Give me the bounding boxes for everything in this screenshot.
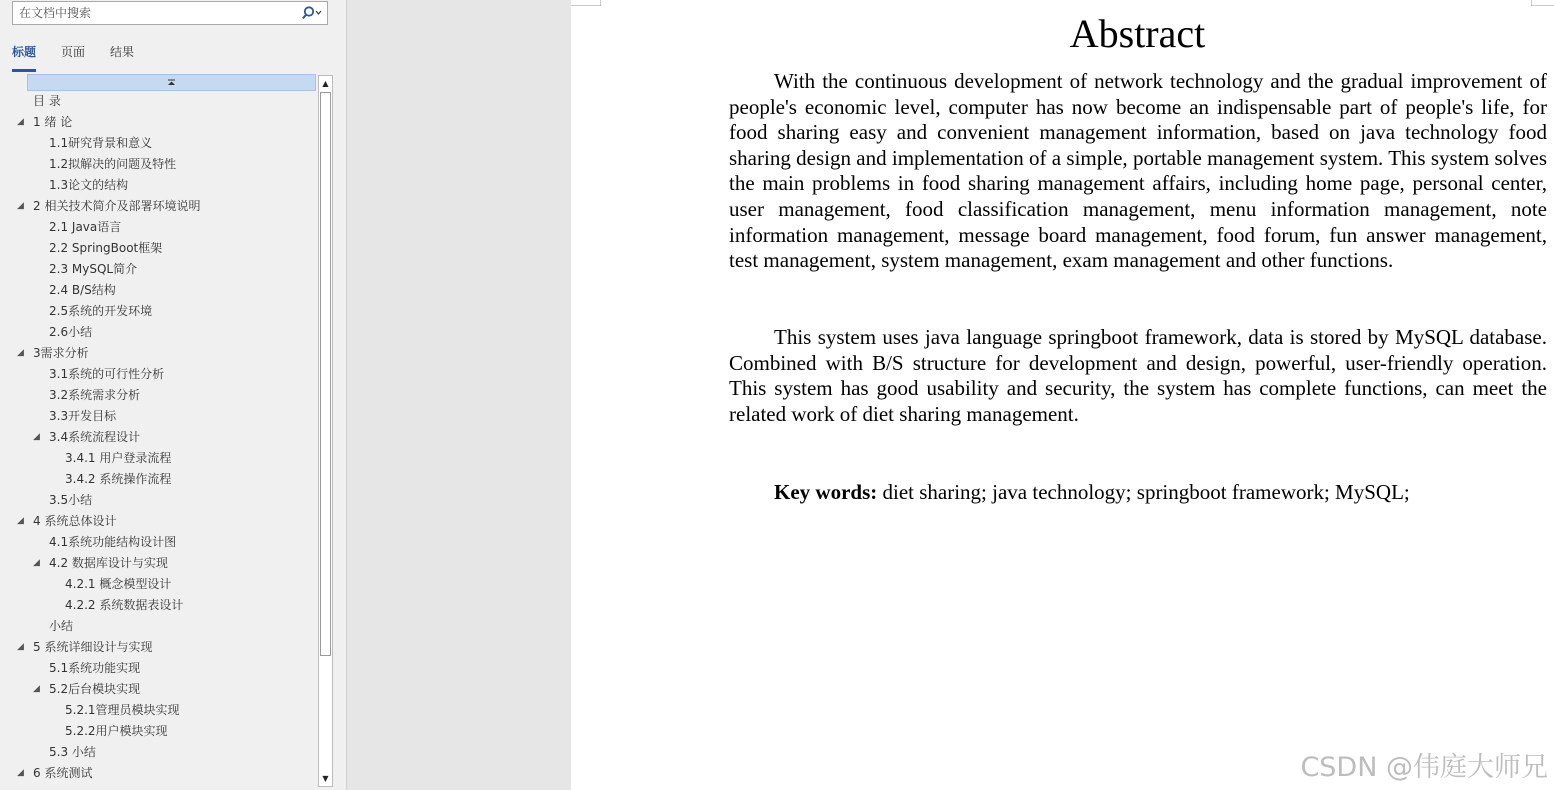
tree-item[interactable]: [0, 343, 316, 364]
tree-item[interactable]: [0, 175, 316, 196]
tree-item-label: 3.4系统流程设计: [49, 430, 141, 444]
expand-triangle-icon[interactable]: ◢: [33, 558, 40, 568]
tree-item[interactable]: [0, 658, 316, 679]
expand-triangle-icon[interactable]: ◢: [33, 432, 40, 442]
document-page[interactable]: [571, 0, 1554, 790]
expand-triangle-icon[interactable]: ◢: [17, 642, 24, 652]
chevron-down-icon: [316, 11, 321, 14]
tree-item-label: 1.2拟解决的问题及特性: [49, 157, 177, 171]
abstract-paragraph-1: With the continuous development of network technology and the gradual improvement of people's economic level, computer has now become an indispensable part of people's life, for food sharing easy and convenient management information, based on java technology food sharing design and implementation of a simple, portable management system. This system solves the main problems in food sharing management affairs, including home page, personal center, user management, food classification management, menu information management, note information management, message board management, food forum, fun answer management, test management, system management, exam management and other functions.: [729, 69, 1547, 273]
tree-item[interactable]: [0, 364, 316, 385]
expand-triangle-icon[interactable]: ◢: [17, 516, 24, 526]
tree-item[interactable]: [0, 469, 316, 490]
tree-item[interactable]: [0, 700, 316, 721]
scroll-down-icon: ▼: [322, 774, 329, 783]
tree-item[interactable]: [0, 448, 316, 469]
tree-item-label: 4.2 数据库设计与实现: [49, 556, 168, 570]
tree-item-label: 2.1 Java语言: [49, 220, 122, 234]
tree-item-label: 2.2 SpringBoot框架: [49, 241, 163, 255]
keywords-text: diet sharing; java technology; springboot framework; MySQL;: [877, 480, 1410, 504]
tree-item[interactable]: [0, 742, 316, 763]
expand-triangle-icon[interactable]: ◢: [17, 117, 24, 127]
tree-item-label: 目 录: [33, 94, 61, 108]
tree-item[interactable]: [0, 553, 316, 574]
tree-item-label: 3.5小结: [49, 493, 93, 507]
tree-item-label: 4.2.1 概念模型设计: [65, 577, 172, 591]
expand-triangle-icon[interactable]: ◢: [33, 684, 40, 694]
watermark: CSDN @伟庭大师兄: [1300, 752, 1548, 783]
tree-item[interactable]: [0, 427, 316, 448]
tree-item-label: 3.4.1 用户登录流程: [65, 451, 172, 465]
tree-item[interactable]: [0, 259, 316, 280]
document-area: [347, 0, 1554, 790]
tree-item-label: 2.3 MySQL简介: [49, 262, 138, 276]
tab-results[interactable]: 结果: [110, 45, 135, 59]
tree-item[interactable]: [0, 385, 316, 406]
tree-item-label: 2.6小结: [49, 325, 93, 339]
document-title: Abstract: [1069, 11, 1206, 56]
tree-item-label: 3.2系统需求分析: [49, 388, 141, 402]
tree-item[interactable]: [0, 490, 316, 511]
tree-item-label: 1 绪 论: [33, 115, 73, 129]
tree-item[interactable]: [0, 532, 316, 553]
tree-item-label: 1.1研究背景和意义: [49, 136, 153, 150]
tree-item[interactable]: [0, 595, 316, 616]
tree-item[interactable]: [0, 91, 316, 112]
expand-triangle-icon[interactable]: ◢: [17, 348, 24, 358]
tree-item-label: 4 系统总体设计: [33, 514, 117, 528]
heading-list: [0, 91, 316, 784]
search-input[interactable]: [13, 2, 299, 24]
navigation-pane: [0, 0, 347, 790]
tree-item[interactable]: [0, 238, 316, 259]
tree-item-label: 2.5系统的开发环境: [49, 304, 153, 318]
tree-item[interactable]: [0, 511, 316, 532]
tree-item[interactable]: [0, 112, 316, 133]
collapse-up-icon: [28, 75, 315, 90]
tree-item[interactable]: [0, 196, 316, 217]
tree-item[interactable]: [0, 721, 316, 742]
crop-mark-left: [571, 0, 601, 6]
search-button[interactable]: [297, 4, 325, 22]
tree-item[interactable]: [0, 280, 316, 301]
tree-item-label: 5 系统详细设计与实现: [33, 640, 153, 654]
tree-item[interactable]: [0, 679, 316, 700]
tree-item[interactable]: [0, 154, 316, 175]
scroll-up-button[interactable]: [319, 76, 332, 91]
tree-item-label: 4.1系统功能结构设计图: [49, 535, 177, 549]
expand-triangle-icon[interactable]: ◢: [17, 768, 24, 778]
tree-item-label: 6 系统测试: [33, 766, 93, 780]
tree-item-label: 小结: [49, 619, 74, 633]
search-icon: [297, 4, 325, 22]
keywords-label: Key words:: [774, 480, 878, 504]
scrollbar-thumb[interactable]: [320, 92, 331, 656]
tree-item[interactable]: [0, 616, 316, 637]
heading-tree: [0, 73, 316, 790]
tree-item[interactable]: [0, 406, 316, 427]
tab-headings[interactable]: 标题: [12, 43, 36, 72]
search-box: [12, 1, 328, 25]
tree-item[interactable]: [0, 574, 316, 595]
expand-triangle-icon[interactable]: ◢: [17, 201, 24, 211]
tree-item-label: 5.2.1管理员模块实现: [65, 703, 180, 717]
tree-item-label: 5.2.2用户模块实现: [65, 724, 168, 738]
tree-item[interactable]: [0, 322, 316, 343]
tree-item-label: 1.3论文的结构: [49, 178, 129, 192]
tree-item-label: 5.1系统功能实现: [49, 661, 141, 675]
abstract-paragraph-2: This system uses java language springboot framework, data is stored by MySQL database. Combined with B/S structure for development and design, powerful, user-friendly operation. This system has good usability and security, the system has complete functions, can meet the related work of diet sharing management.: [729, 325, 1547, 426]
tree-item[interactable]: [0, 301, 316, 322]
scroll-up-icon: ▲: [322, 79, 329, 88]
tree-scrollbar[interactable]: [318, 75, 333, 787]
keywords-line: [774, 480, 1554, 506]
tree-item[interactable]: [0, 133, 316, 154]
scroll-down-button[interactable]: [319, 771, 332, 786]
tree-item-label: 5.3 小结: [49, 745, 96, 759]
tree-item[interactable]: [0, 637, 316, 658]
tree-item-label: 4.2.2 系统数据表设计: [65, 598, 184, 612]
tree-item-label: 2 相关技术简介及部署环境说明: [33, 199, 201, 213]
tab-pages[interactable]: 页面: [61, 45, 86, 59]
tree-item[interactable]: [0, 217, 316, 238]
collapse-all-bar[interactable]: [27, 74, 316, 91]
crop-mark-right: [1531, 0, 1554, 6]
tree-item-label: 3.1系统的可行性分析: [49, 367, 165, 381]
tree-item-label: 3.3开发目标: [49, 409, 117, 423]
tree-item-label: 3.4.2 系统操作流程: [65, 472, 172, 486]
tree-item[interactable]: [0, 763, 316, 784]
tree-item-label: 3需求分析: [33, 346, 89, 360]
tree-item-label: 2.4 B/S结构: [49, 283, 116, 297]
tree-item-label: 5.2后台模块实现: [49, 682, 141, 696]
